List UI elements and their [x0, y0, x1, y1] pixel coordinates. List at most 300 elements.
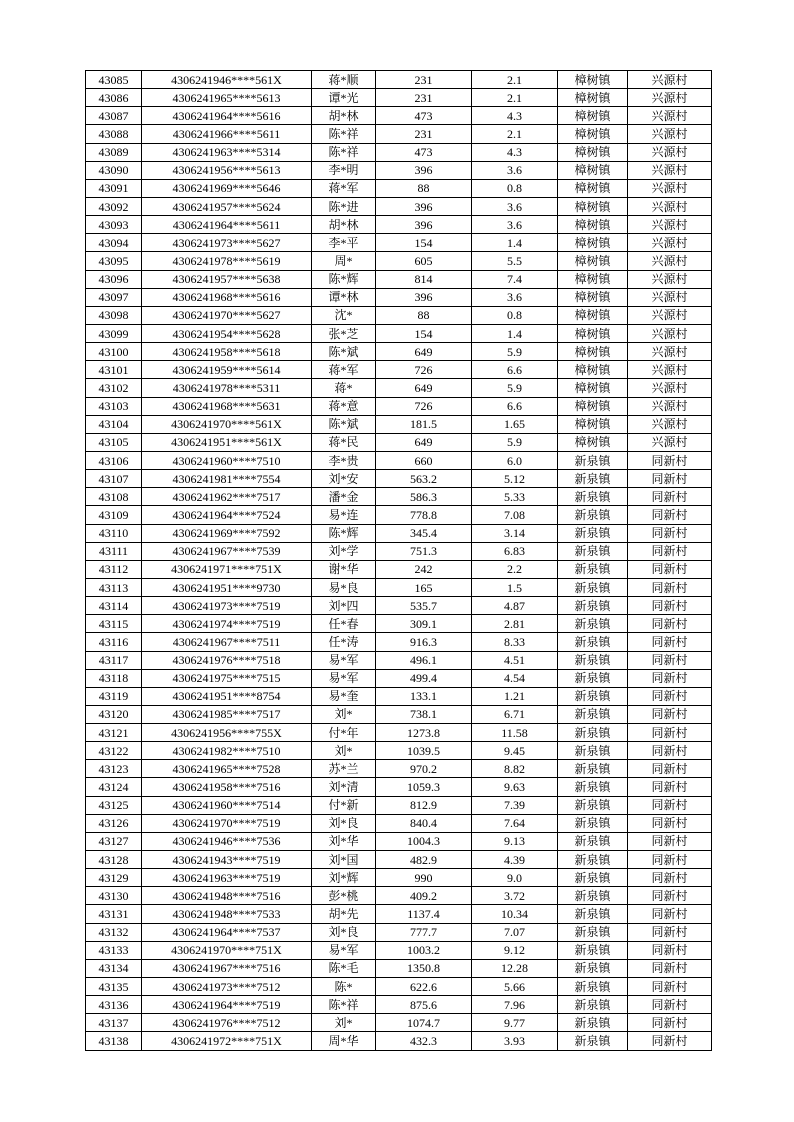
cell-amount: 496.1 [376, 651, 472, 669]
cell-village: 同新村 [628, 814, 712, 832]
cell-name: 易*良 [312, 578, 376, 596]
table-row [86, 978, 712, 996]
table-row [86, 71, 712, 89]
table-row [86, 524, 712, 542]
cell-amount: 473 [376, 143, 472, 161]
cell-name: 周*华 [312, 1032, 376, 1050]
table-row [86, 451, 712, 469]
cell-town: 新泉镇 [558, 869, 628, 887]
cell-rate: 12.28 [472, 959, 558, 977]
cell-serial: 43102 [86, 379, 142, 397]
cell-rate: 4.3 [472, 143, 558, 161]
cell-id_number: 4306241963****7519 [142, 869, 312, 887]
cell-id_number: 4306241972****751X [142, 1032, 312, 1050]
cell-town: 樟树镇 [558, 125, 628, 143]
cell-name: 胡*先 [312, 905, 376, 923]
cell-name: 陈*祥 [312, 143, 376, 161]
cell-amount: 814 [376, 270, 472, 288]
cell-amount: 231 [376, 125, 472, 143]
cell-town: 樟树镇 [558, 324, 628, 342]
cell-amount: 586.3 [376, 488, 472, 506]
cell-name: 刘*华 [312, 832, 376, 850]
cell-town: 樟树镇 [558, 433, 628, 451]
cell-amount: 396 [376, 197, 472, 215]
cell-id_number: 4306241957****5624 [142, 197, 312, 215]
cell-town: 新泉镇 [558, 941, 628, 959]
cell-id_number: 4306241951****9730 [142, 578, 312, 596]
cell-id_number: 4306241964****5611 [142, 216, 312, 234]
cell-name: 李*平 [312, 234, 376, 252]
table-row [86, 361, 712, 379]
cell-name: 刘* [312, 742, 376, 760]
cell-town: 新泉镇 [558, 724, 628, 742]
cell-amount: 1003.2 [376, 941, 472, 959]
cell-amount: 751.3 [376, 542, 472, 560]
cell-amount: 133.1 [376, 687, 472, 705]
cell-village: 同新村 [628, 869, 712, 887]
cell-serial: 43105 [86, 433, 142, 451]
table-row [86, 379, 712, 397]
cell-town: 新泉镇 [558, 851, 628, 869]
cell-amount: 396 [376, 288, 472, 306]
cell-village: 兴源村 [628, 252, 712, 270]
cell-rate: 4.54 [472, 669, 558, 687]
cell-serial: 43108 [86, 488, 142, 506]
cell-rate: 5.12 [472, 470, 558, 488]
cell-town: 新泉镇 [558, 705, 628, 723]
cell-serial: 43103 [86, 397, 142, 415]
table-row [86, 234, 712, 252]
cell-amount: 242 [376, 560, 472, 578]
table-row [86, 959, 712, 977]
cell-name: 陈*进 [312, 197, 376, 215]
cell-rate: 9.45 [472, 742, 558, 760]
cell-rate: 3.72 [472, 887, 558, 905]
table-row [86, 270, 712, 288]
cell-rate: 2.1 [472, 125, 558, 143]
cell-name: 蒋*意 [312, 397, 376, 415]
cell-town: 樟树镇 [558, 89, 628, 107]
cell-rate: 7.07 [472, 923, 558, 941]
cell-serial: 43121 [86, 724, 142, 742]
cell-rate: 9.63 [472, 778, 558, 796]
cell-rate: 3.6 [472, 216, 558, 234]
table-row [86, 705, 712, 723]
cell-town: 新泉镇 [558, 578, 628, 596]
cell-serial: 43114 [86, 597, 142, 615]
cell-id_number: 4306241943****7519 [142, 851, 312, 869]
cell-serial: 43094 [86, 234, 142, 252]
cell-village: 兴源村 [628, 361, 712, 379]
cell-rate: 8.33 [472, 633, 558, 651]
cell-id_number: 4306241965****7528 [142, 760, 312, 778]
table-row [86, 470, 712, 488]
cell-id_number: 4306241978****5311 [142, 379, 312, 397]
cell-rate: 7.96 [472, 996, 558, 1014]
cell-rate: 2.81 [472, 615, 558, 633]
cell-town: 新泉镇 [558, 597, 628, 615]
table-row [86, 216, 712, 234]
table-row [86, 941, 712, 959]
cell-amount: 432.3 [376, 1032, 472, 1050]
cell-rate: 9.12 [472, 941, 558, 959]
cell-name: 陈* [312, 978, 376, 996]
cell-serial: 43097 [86, 288, 142, 306]
cell-name: 陈*辉 [312, 524, 376, 542]
cell-id_number: 4306241970****5627 [142, 306, 312, 324]
cell-serial: 43130 [86, 887, 142, 905]
cell-serial: 43096 [86, 270, 142, 288]
cell-amount: 726 [376, 397, 472, 415]
cell-id_number: 4306241969****5646 [142, 179, 312, 197]
cell-name: 李*贵 [312, 451, 376, 469]
cell-town: 新泉镇 [558, 742, 628, 760]
cell-rate: 6.6 [472, 397, 558, 415]
cell-serial: 43110 [86, 524, 142, 542]
table-row [86, 433, 712, 451]
cell-town: 樟树镇 [558, 379, 628, 397]
cell-serial: 43135 [86, 978, 142, 996]
cell-town: 樟树镇 [558, 107, 628, 125]
table-row [86, 887, 712, 905]
cell-town: 新泉镇 [558, 488, 628, 506]
cell-name: 刘*清 [312, 778, 376, 796]
cell-name: 易*军 [312, 669, 376, 687]
cell-amount: 778.8 [376, 506, 472, 524]
cell-name: 刘*国 [312, 851, 376, 869]
cell-town: 新泉镇 [558, 1014, 628, 1032]
cell-name: 陈*祥 [312, 996, 376, 1014]
cell-serial: 43107 [86, 470, 142, 488]
cell-town: 樟树镇 [558, 234, 628, 252]
cell-rate: 6.0 [472, 451, 558, 469]
cell-town: 新泉镇 [558, 633, 628, 651]
cell-amount: 660 [376, 451, 472, 469]
cell-name: 蒋* [312, 379, 376, 397]
cell-village: 同新村 [628, 560, 712, 578]
table-row [86, 996, 712, 1014]
cell-serial: 43129 [86, 869, 142, 887]
cell-id_number: 4306241970****751X [142, 941, 312, 959]
cell-rate: 0.8 [472, 306, 558, 324]
cell-serial: 43120 [86, 705, 142, 723]
cell-serial: 43090 [86, 161, 142, 179]
cell-rate: 5.33 [472, 488, 558, 506]
cell-village: 兴源村 [628, 270, 712, 288]
cell-town: 新泉镇 [558, 669, 628, 687]
cell-village: 同新村 [628, 796, 712, 814]
cell-id_number: 4306241966****5611 [142, 125, 312, 143]
cell-amount: 812.9 [376, 796, 472, 814]
table-row [86, 179, 712, 197]
cell-name: 付*年 [312, 724, 376, 742]
cell-name: 蒋*军 [312, 361, 376, 379]
cell-village: 兴源村 [628, 216, 712, 234]
cell-village: 同新村 [628, 542, 712, 560]
table-row [86, 615, 712, 633]
cell-id_number: 4306241948****7516 [142, 887, 312, 905]
cell-serial: 43122 [86, 742, 142, 760]
cell-rate: 8.82 [472, 760, 558, 778]
cell-rate: 2.1 [472, 89, 558, 107]
cell-id_number: 4306241970****561X [142, 415, 312, 433]
table-row [86, 923, 712, 941]
cell-id_number: 4306241964****7537 [142, 923, 312, 941]
cell-village: 同新村 [628, 742, 712, 760]
cell-amount: 726 [376, 361, 472, 379]
cell-id_number: 4306241973****5627 [142, 234, 312, 252]
cell-id_number: 4306241973****7519 [142, 597, 312, 615]
cell-amount: 345.4 [376, 524, 472, 542]
cell-village: 兴源村 [628, 143, 712, 161]
cell-amount: 499.4 [376, 669, 472, 687]
cell-rate: 5.9 [472, 379, 558, 397]
cell-serial: 43098 [86, 306, 142, 324]
table-row [86, 107, 712, 125]
cell-town: 樟树镇 [558, 197, 628, 215]
cell-id_number: 4306241971****751X [142, 560, 312, 578]
cell-name: 沈* [312, 306, 376, 324]
cell-amount: 622.6 [376, 978, 472, 996]
cell-name: 刘*学 [312, 542, 376, 560]
cell-village: 同新村 [628, 996, 712, 1014]
cell-rate: 9.13 [472, 832, 558, 850]
cell-amount: 990 [376, 869, 472, 887]
cell-town: 新泉镇 [558, 542, 628, 560]
cell-town: 樟树镇 [558, 415, 628, 433]
cell-name: 陈*毛 [312, 959, 376, 977]
cell-rate: 0.8 [472, 179, 558, 197]
cell-amount: 1137.4 [376, 905, 472, 923]
cell-amount: 1350.8 [376, 959, 472, 977]
cell-amount: 1059.3 [376, 778, 472, 796]
cell-name: 刘*良 [312, 814, 376, 832]
table-row [86, 742, 712, 760]
cell-rate: 4.87 [472, 597, 558, 615]
cell-name: 刘* [312, 705, 376, 723]
cell-town: 新泉镇 [558, 651, 628, 669]
cell-name: 蒋*军 [312, 179, 376, 197]
cell-rate: 3.6 [472, 197, 558, 215]
cell-village: 同新村 [628, 887, 712, 905]
cell-rate: 5.9 [472, 433, 558, 451]
cell-id_number: 4306241964****5616 [142, 107, 312, 125]
table-row [86, 1032, 712, 1050]
cell-town: 新泉镇 [558, 814, 628, 832]
table-row [86, 343, 712, 361]
cell-village: 兴源村 [628, 324, 712, 342]
cell-rate: 4.39 [472, 851, 558, 869]
table-row [86, 542, 712, 560]
cell-town: 樟树镇 [558, 161, 628, 179]
cell-name: 陈*斌 [312, 343, 376, 361]
cell-rate: 11.58 [472, 724, 558, 742]
cell-amount: 970.2 [376, 760, 472, 778]
cell-amount: 649 [376, 343, 472, 361]
cell-amount: 777.7 [376, 923, 472, 941]
cell-rate: 9.77 [472, 1014, 558, 1032]
cell-serial: 43088 [86, 125, 142, 143]
cell-village: 同新村 [628, 615, 712, 633]
cell-amount: 309.1 [376, 615, 472, 633]
cell-amount: 649 [376, 433, 472, 451]
cell-village: 兴源村 [628, 107, 712, 125]
cell-serial: 43123 [86, 760, 142, 778]
cell-id_number: 4306241958****7516 [142, 778, 312, 796]
cell-village: 同新村 [628, 778, 712, 796]
cell-amount: 535.7 [376, 597, 472, 615]
cell-town: 樟树镇 [558, 252, 628, 270]
table-row [86, 506, 712, 524]
cell-id_number: 4306241960****7514 [142, 796, 312, 814]
cell-town: 新泉镇 [558, 832, 628, 850]
cell-amount: 649 [376, 379, 472, 397]
cell-town: 新泉镇 [558, 923, 628, 941]
table-row [86, 597, 712, 615]
cell-id_number: 4306241956****5613 [142, 161, 312, 179]
cell-village: 兴源村 [628, 125, 712, 143]
cell-id_number: 4306241973****7512 [142, 978, 312, 996]
cell-name: 刘*辉 [312, 869, 376, 887]
cell-serial: 43119 [86, 687, 142, 705]
cell-serial: 43092 [86, 197, 142, 215]
cell-village: 同新村 [628, 597, 712, 615]
table-row [86, 760, 712, 778]
table-row [86, 125, 712, 143]
cell-name: 刘*良 [312, 923, 376, 941]
cell-serial: 43126 [86, 814, 142, 832]
cell-serial: 43112 [86, 560, 142, 578]
table-row [86, 306, 712, 324]
cell-serial: 43133 [86, 941, 142, 959]
cell-serial: 43104 [86, 415, 142, 433]
cell-serial: 43128 [86, 851, 142, 869]
cell-amount: 154 [376, 324, 472, 342]
cell-id_number: 4306241951****561X [142, 433, 312, 451]
table-row [86, 288, 712, 306]
cell-village: 同新村 [628, 705, 712, 723]
cell-amount: 396 [376, 161, 472, 179]
cell-id_number: 4306241968****5631 [142, 397, 312, 415]
table-row [86, 161, 712, 179]
cell-village: 同新村 [628, 578, 712, 596]
cell-serial: 43131 [86, 905, 142, 923]
cell-serial: 43089 [86, 143, 142, 161]
cell-village: 同新村 [628, 669, 712, 687]
cell-amount: 840.4 [376, 814, 472, 832]
cell-rate: 1.5 [472, 578, 558, 596]
table-row [86, 197, 712, 215]
cell-name: 陈*辉 [312, 270, 376, 288]
cell-name: 谢*华 [312, 560, 376, 578]
cell-amount: 605 [376, 252, 472, 270]
cell-town: 新泉镇 [558, 778, 628, 796]
cell-rate: 10.34 [472, 905, 558, 923]
cell-name: 付*新 [312, 796, 376, 814]
cell-town: 新泉镇 [558, 978, 628, 996]
cell-id_number: 4306241946****7536 [142, 832, 312, 850]
table-row [86, 724, 712, 742]
cell-rate: 6.6 [472, 361, 558, 379]
cell-id_number: 4306241948****7533 [142, 905, 312, 923]
table-row [86, 796, 712, 814]
cell-id_number: 4306241964****7519 [142, 996, 312, 1014]
cell-town: 新泉镇 [558, 760, 628, 778]
cell-village: 同新村 [628, 832, 712, 850]
cell-town: 新泉镇 [558, 905, 628, 923]
cell-id_number: 4306241954****5628 [142, 324, 312, 342]
cell-village: 兴源村 [628, 71, 712, 89]
table-row [86, 143, 712, 161]
cell-serial: 43116 [86, 633, 142, 651]
cell-town: 樟树镇 [558, 143, 628, 161]
cell-amount: 1039.5 [376, 742, 472, 760]
cell-amount: 181.5 [376, 415, 472, 433]
cell-amount: 154 [376, 234, 472, 252]
cell-amount: 563.2 [376, 470, 472, 488]
cell-amount: 165 [376, 578, 472, 596]
table-row [86, 415, 712, 433]
cell-serial: 43106 [86, 451, 142, 469]
cell-serial: 43138 [86, 1032, 142, 1050]
cell-name: 陈*斌 [312, 415, 376, 433]
table-row [86, 905, 712, 923]
cell-name: 谭*光 [312, 89, 376, 107]
cell-rate: 1.4 [472, 234, 558, 252]
cell-serial: 43136 [86, 996, 142, 1014]
cell-rate: 5.9 [472, 343, 558, 361]
cell-village: 同新村 [628, 687, 712, 705]
cell-village: 同新村 [628, 941, 712, 959]
cell-town: 新泉镇 [558, 470, 628, 488]
cell-amount: 473 [376, 107, 472, 125]
cell-town: 新泉镇 [558, 524, 628, 542]
cell-name: 谭*林 [312, 288, 376, 306]
cell-rate: 7.64 [472, 814, 558, 832]
cell-village: 兴源村 [628, 379, 712, 397]
table-row [86, 1014, 712, 1032]
cell-name: 张*芝 [312, 324, 376, 342]
cell-town: 新泉镇 [558, 796, 628, 814]
cell-village: 同新村 [628, 488, 712, 506]
cell-name: 彭*桃 [312, 887, 376, 905]
cell-name: 刘*四 [312, 597, 376, 615]
cell-id_number: 4306241956****755X [142, 724, 312, 742]
cell-id_number: 4306241975****7515 [142, 669, 312, 687]
cell-village: 兴源村 [628, 179, 712, 197]
cell-name: 蒋*顺 [312, 71, 376, 89]
cell-town: 新泉镇 [558, 615, 628, 633]
cell-amount: 231 [376, 89, 472, 107]
cell-rate: 7.4 [472, 270, 558, 288]
cell-serial: 43118 [86, 669, 142, 687]
cell-rate: 5.66 [472, 978, 558, 996]
cell-village: 同新村 [628, 959, 712, 977]
cell-rate: 7.08 [472, 506, 558, 524]
cell-id_number: 4306241976****7512 [142, 1014, 312, 1032]
cell-name: 苏*兰 [312, 760, 376, 778]
cell-amount: 231 [376, 71, 472, 89]
table-row [86, 560, 712, 578]
cell-name: 李*明 [312, 161, 376, 179]
cell-id_number: 4306241985****7517 [142, 705, 312, 723]
cell-serial: 43099 [86, 324, 142, 342]
cell-rate: 4.3 [472, 107, 558, 125]
table-row [86, 578, 712, 596]
cell-name: 周* [312, 252, 376, 270]
table-row [86, 324, 712, 342]
cell-rate: 3.93 [472, 1032, 558, 1050]
